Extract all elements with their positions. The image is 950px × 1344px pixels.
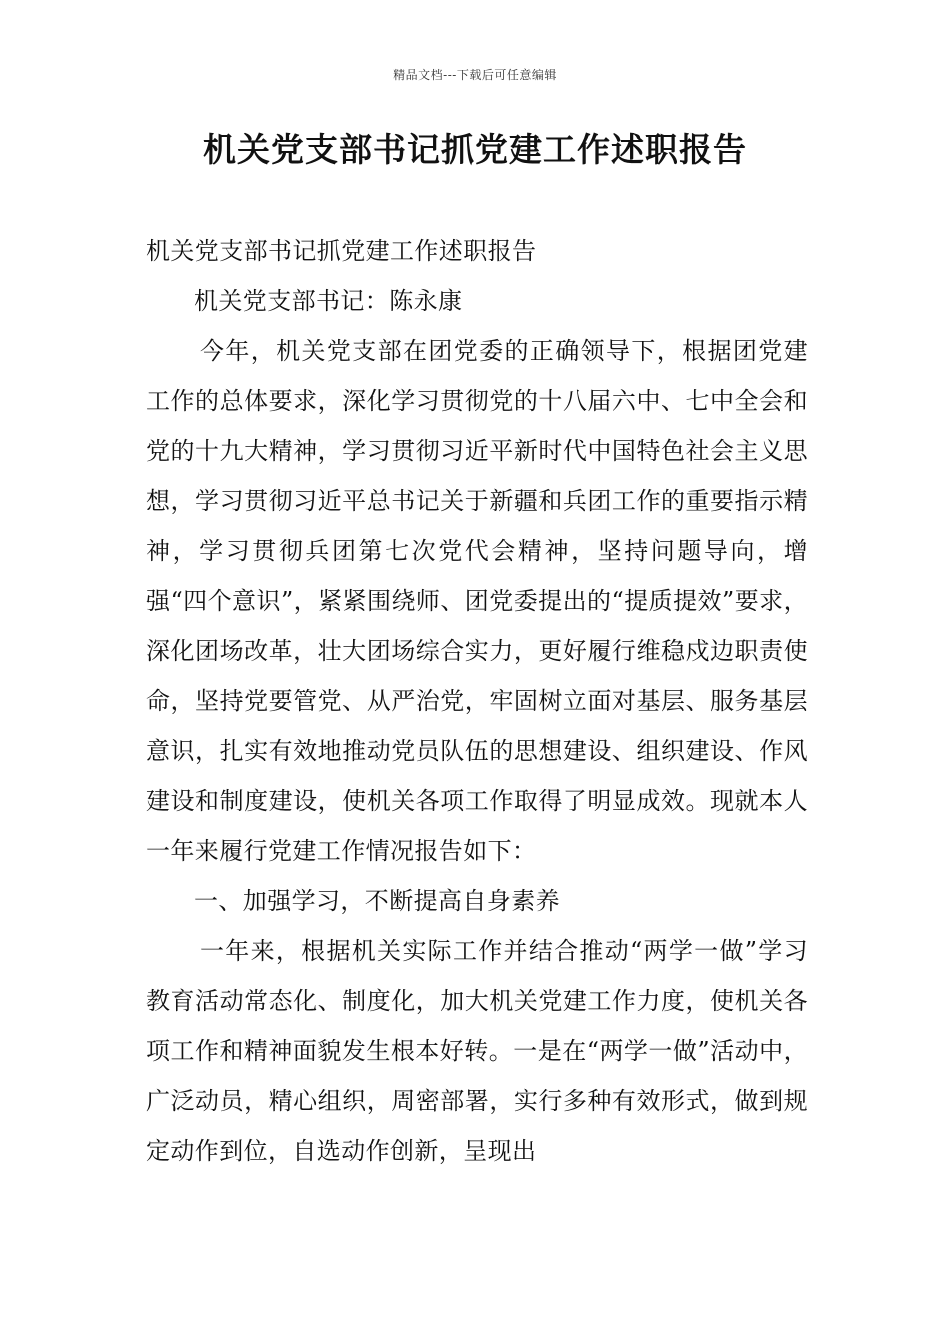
document-title: 机关党支部书记抓党建工作述职报告 [203, 130, 747, 169]
header-note: 精品文档---下载后可任意编辑 [393, 68, 557, 82]
intro-paragraph: 今年，机关党支部在团党委的正确领导下，根据团党建工作的总体要求，深化学习贯彻党的十八届六中、七中全会和党的十九大精神，学习贯彻习近平新时代中国特色社会主义思想，学习贯彻习近平总书记关于新疆和兵团工作的重要指示精神，学习贯彻兵团第七次党代会精神，坚持问题导向，增强“四个意识”，紧紧围绕师、团党委提出的“提质提效”要求，深化团场改革，壮大团场综合实力，更好履行维稳戍边职责使命，坚持党要管党、从严治党，牢固树立面对基层、服务基层意识，扎实有效地推动党员队伍的思想建设、组织建设、作风建设和制度建设，使机关各项工作取得了明显成效。现就本人一年来履行党建工作情况报告如下： [146, 337, 808, 865]
section-heading-1: 一、加强学习，不断提高自身素养 [194, 887, 560, 915]
section-1-paragraph: 一年来，根据机关实际工作并结合推动“两学一做”学习教育活动常态化、制度化，加大机关党建工作力度，使机关各项工作和精神面貌发生根本好转。一是在“两学一做”活动中，广泛动员，精心组织，周密部署，实行多种有效形式，做到规定动作到位，自选动作创新，呈现出 [146, 937, 808, 1165]
document-body [146, 226, 808, 1176]
author-line: 机关党支部书记：陈永康 [194, 287, 463, 315]
body-subtitle: 机关党支部书记抓党建工作述职报告 [146, 237, 537, 265]
